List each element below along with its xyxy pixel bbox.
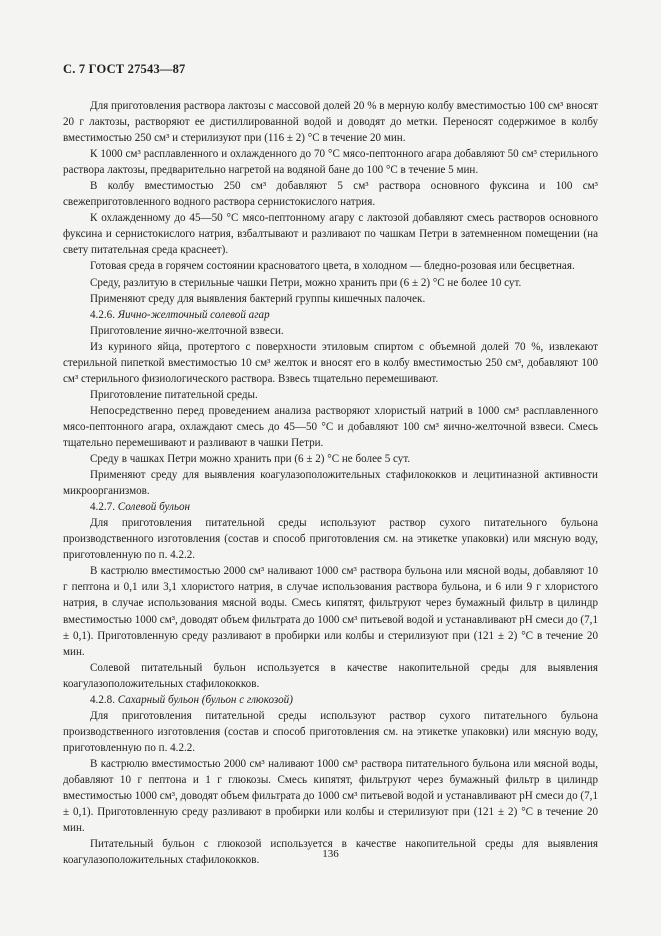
- paragraph: Приготовление питательной среды.: [90, 388, 258, 401]
- section-heading-4-2-6: [63, 307, 598, 323]
- paragraph: В колбу вместимостью 250 см³ добавляют 5 см³ раствора основного фуксина и 100 см³ свежеприготовленного водного раствора сернистокислого натрия.: [63, 180, 598, 209]
- section-number: 4.2.7.: [90, 501, 115, 514]
- paragraph: Питательный бульон с глюкозой используется в качестве накопительной среды для выявления коагулазоположительных стафилококков.: [63, 838, 598, 867]
- section-heading-4-2-7: [63, 499, 598, 515]
- section-title: Солевой бульон: [117, 501, 191, 514]
- page-number: 136: [322, 848, 339, 860]
- running-header: С. 7 ГОСТ 27543—87: [63, 62, 186, 76]
- paragraph: К охлажденному до 45—50 °С мясо-пептонному агару с лактозой добавляют смесь растворов основного фуксина и сернистокислого натрия, взбалтывают и разливают по чашкам Петри в затемненном помещении (на свету питательная среда краснеет).: [63, 212, 598, 257]
- section-title: Сахарный бульон (бульон с глюкозой): [117, 693, 293, 706]
- paragraph: Приготовление яично-желточной взвеси.: [90, 324, 284, 337]
- section-title: Яично-желточный солевой агар: [117, 308, 270, 321]
- paragraph: Для приготовления питательной среды используют раствор сухого питательного бульона производственного изготовления (состав и способ приготовления см. на этикетке упаковки) или мясную воду, приготовленную по п. 4.2.2.: [63, 517, 598, 562]
- paragraph: Среду в чашках Петри можно хранить при (6 ± 2) °С не более 5 сут.: [90, 453, 411, 466]
- paragraph: В кастрюлю вместимостью 2000 см³ наливают 1000 см³ раствора питательного бульона или мясной воды, добавляют 10 г пептона и 1 г глюкозы. Смесь кипятят, фильтруют через бумажный фильтр в цилиндр вместимостью 1000 см³, доводят объем фильтрата до 1000 см³ питьевой водой и устанавливают рН смеси до (7,1 ± 0,1). Приготовленную среду разливают в пробирки или колбы и стерилизуют при (121 ± 2) °С в течение 20 мин.: [63, 757, 598, 835]
- paragraph: Среду, разлитую в стерильные чашки Петри, можно хранить при (6 ± 2) °С не более 10 сут.: [90, 276, 522, 289]
- paragraph: Непосредственно перед проведением анализа растворяют хлористый натрий в 1000 см³ расплавленного мясо-пептонного агара, охлаждают смесь до 45—50 °С и добавляют 100 см³ яично-желточной взвеси. Смесь тщательно перемешивают и разливают в чашки Петри.: [63, 404, 598, 449]
- paragraph: Для приготовления раствора лактозы с массовой долей 20 % в мерную колбу вместимостью 100 см³ вносят 20 г лактозы, растворяют ее дистиллированной водой и доводят до метки. Переносят содержимое в колбу вместимостью 250 см³ и стерилизуют при (116 ± 2) °С в течение 20 мин.: [63, 100, 598, 145]
- section-number: 4.2.6.: [90, 308, 115, 321]
- section-number: 4.2.8.: [90, 693, 115, 706]
- paragraph: Из куриного яйца, протертого с поверхности этиловым спиртом с объемной долей 70 %, извлекают стерильной пипеткой вместимостью 10 см³ желток и вносят его в колбу вместимостью 250 см³, добавляют 100 см³ стерильного физиологического раствора. Взвесь тщательно перемешивают.: [63, 340, 598, 385]
- paragraph: К 1000 см³ расплавленного и охлажденного до 70 °С мясо-пептонного агара добавляют 50 см³ стерильного раствора лактозы, предварительно нагретой на водяной бане до 100 °С в течение 5 мин.: [63, 148, 598, 177]
- section-heading-4-2-8: [63, 692, 598, 708]
- paragraph: Для приготовления питательной среды используют раствор сухого питательного бульона производственного изготовления (состав и способ приготовления см. на этикетке упаковки) или мясную воду, приготовленную по п. 4.2.2.: [63, 709, 598, 754]
- paragraph: Применяют среду для выявления бактерий группы кишечных палочек.: [90, 292, 426, 305]
- body-text: [63, 98, 598, 868]
- paragraph: В кастрюлю вместимостью 2000 см³ наливают 1000 см³ раствора бульона или мясной воды, добавляют 10 г пептона и 0,1 или 3,1 хлористого натрия, в случае использования раствора бульона, и 6 или 9 г хлористого натрия, в случае использования мясной воды. Смесь кипятят, фильтруют через бумажный фильтр в цилиндр вместимостью 1000 см³, доводят объем фильтрата до 1000 см³ питьевой водой и устанавливают рН смеси до (7,1 ± 0,1). Приготовленную среду разливают в пробирки или колбы и стерилизуют при (121 ± 2) °С в течение 20 мин.: [63, 565, 598, 658]
- paragraph: Применяют среду для выявления коагулазоположительных стафилококков и лецитиназной активности микроорганизмов.: [63, 469, 598, 498]
- paragraph: Готовая среда в горячем состоянии красноватого цвета, в холодном — бледно-розовая или бесцветная.: [90, 260, 575, 273]
- paragraph: Солевой питательный бульон используется в качестве накопительной среды для выявления коагулазоположительных стафилококков.: [63, 661, 598, 690]
